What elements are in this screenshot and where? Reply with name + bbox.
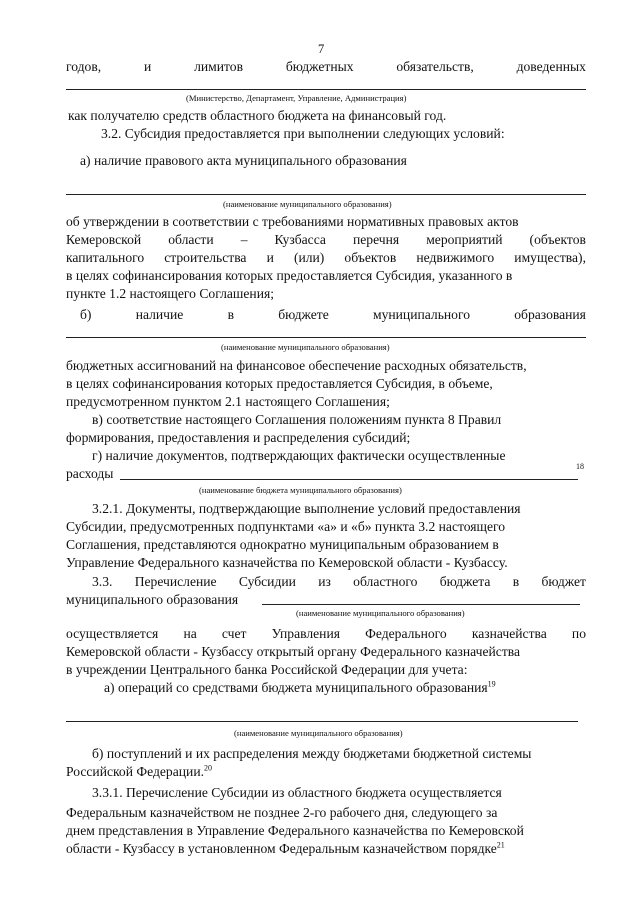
caption-mo-3: (наименование муниципального образования): [296, 608, 465, 618]
text-line-23: муниципального образования: [66, 592, 239, 607]
text-line-1: [66, 58, 586, 75]
footnote-marker-21: 21: [496, 840, 505, 850]
fill-in-line-mo-1: [66, 194, 586, 195]
text-line-30: 3.3.1. Перечисление Субсидии из областного бюджета осуществляется: [92, 785, 502, 800]
word: 3.3.: [92, 574, 113, 589]
word: доведенных: [516, 59, 586, 74]
footnote-marker-20: 20: [204, 763, 212, 773]
word: строительства: [164, 250, 247, 265]
text-line-14: в) соответствие настоящего Соглашения положениям пункта 8 Правил: [92, 412, 502, 427]
word: образования: [514, 307, 586, 322]
text-line-25: Кемеровской области - Кузбассу открытый органу Федерального казначейства: [66, 644, 521, 659]
text-line-11: бюджетных ассигнований на финансовое обеспечение расходных обязательств,: [66, 358, 527, 373]
word: на: [183, 626, 197, 641]
word: бюджета: [439, 574, 491, 589]
text-line-10: [80, 306, 586, 323]
text-line-16: г) наличие документов, подтверждающих фактически осуществленные: [92, 448, 506, 463]
word: объектов: [344, 250, 397, 265]
word: счет: [221, 626, 247, 641]
word: мероприятий: [426, 232, 503, 247]
fill-in-line-budget: [120, 479, 578, 480]
text-line-4: а) наличие правового акта муниципального образования: [80, 153, 407, 168]
caption-ministry: (Министерство, Департамент, Управление, Администрация): [186, 93, 407, 103]
text-line-18: 3.2.1. Документы, подтверждающие выполнение условий предоставления: [92, 501, 521, 516]
word: имущества),: [514, 250, 586, 265]
word: –: [240, 232, 248, 247]
word: области: [168, 232, 214, 247]
word: и: [144, 59, 152, 74]
text-line-21: Управление Федерального казначейства по Кемеровской области - Кузбассу.: [66, 555, 508, 570]
word: в: [227, 307, 234, 322]
word: а) операций со средствами бюджета муниципального образования: [104, 680, 488, 695]
text-line-28: б) поступлений и их распределения между бюджетами бюджетной системы: [92, 746, 532, 761]
word: обязательств,: [396, 59, 474, 74]
word: Управления: [271, 626, 340, 641]
word: Перечисление: [134, 574, 217, 589]
text-line-5: об утверждении в соответствии с требованиями нормативных правовых актов: [66, 214, 519, 229]
text-line-27: [104, 679, 586, 696]
fill-in-line-mo-3: [262, 604, 580, 605]
word: из: [318, 574, 331, 589]
text-line-19: Субсидии, предусмотренных подпунктами «а» и «б» пункта 3.2 настоящего: [66, 519, 506, 534]
fill-in-line-mo-4: [66, 721, 578, 722]
fill-in-line-mo-2: [66, 337, 586, 338]
word: б): [80, 307, 92, 322]
word: Российской Федерации.: [66, 764, 204, 779]
text-line-13: предусмотренном пунктом 2.1 настоящего Соглашения;: [66, 394, 390, 409]
word: осуществляется: [66, 626, 159, 641]
word: казначейства: [471, 626, 547, 641]
caption-mo-1: (наименование муниципального образования): [223, 199, 392, 209]
word: Кузбасса: [274, 232, 326, 247]
word: наличие: [135, 307, 184, 322]
footnote-marker-19: 19: [487, 679, 496, 689]
word: бюджет: [541, 574, 586, 589]
word: (или): [293, 250, 325, 265]
text-line-26: в учреждении Центрального банка Российской Федерации для учета:: [66, 662, 468, 677]
word: (объектов: [529, 232, 586, 247]
text-line-31: Федеральным казначейством не позднее 2-го рабочего дня, следующего за: [66, 805, 498, 820]
word: областного: [353, 574, 418, 589]
text-line-8: в целях софинансирования которых предоставляется Субсидия, указанного в: [66, 268, 513, 283]
text-line-33: [66, 840, 586, 857]
text-line-32: днем представления в Управление Федерального казначейства по Кемеровской: [66, 823, 524, 838]
word: муниципального: [372, 307, 470, 322]
word: перечня: [352, 232, 400, 247]
fill-in-line-ministry: [66, 89, 586, 90]
text-line-17: расходы 18: [66, 462, 584, 481]
word: лимитов: [194, 59, 244, 74]
page-number: 7: [318, 42, 325, 56]
caption-mo-2: (наименование муниципального образования): [221, 342, 390, 352]
text-line-6: [66, 231, 586, 248]
caption-budget: (наименование бюджета муниципального образования): [199, 485, 402, 495]
word: Субсидии: [238, 574, 296, 589]
word: и: [266, 250, 274, 265]
text-line-29: [66, 763, 586, 780]
word: в: [512, 574, 520, 589]
word: бюджетных: [285, 59, 354, 74]
text-line-12: в целях софинансирования которых предоставляется Субсидия, в объеме,: [66, 376, 493, 391]
text-line-7: [66, 249, 586, 266]
word: по: [571, 626, 586, 641]
text-line-22: [92, 573, 586, 590]
word: Кемеровской: [66, 232, 142, 247]
text-line-9: пункте 1.2 настоящего Соглашения;: [66, 286, 275, 301]
word: недвижимого: [416, 250, 495, 265]
text-line-15: формирования, предоставления и распределения субсидий;: [66, 430, 411, 445]
caption-mo-4: (наименование муниципального образования): [234, 728, 403, 738]
word: капитального: [66, 250, 145, 265]
word: Федерального: [365, 626, 447, 641]
word: годов,: [66, 59, 102, 74]
word: расходы: [66, 466, 114, 481]
text-line-20: Соглашения, представляются однократно муниципальным образованием в: [66, 537, 499, 552]
text-line-24: [66, 625, 586, 642]
text-line-3: 3.2. Субсидия предоставляется при выполнении следующих условий:: [101, 126, 505, 141]
word: области - Кузбассу в установленном Федеральным казначейством порядке: [66, 841, 497, 856]
word: бюджете: [278, 307, 329, 322]
text-line-2: как получателю средств областного бюджета на финансовый год.: [68, 108, 447, 123]
